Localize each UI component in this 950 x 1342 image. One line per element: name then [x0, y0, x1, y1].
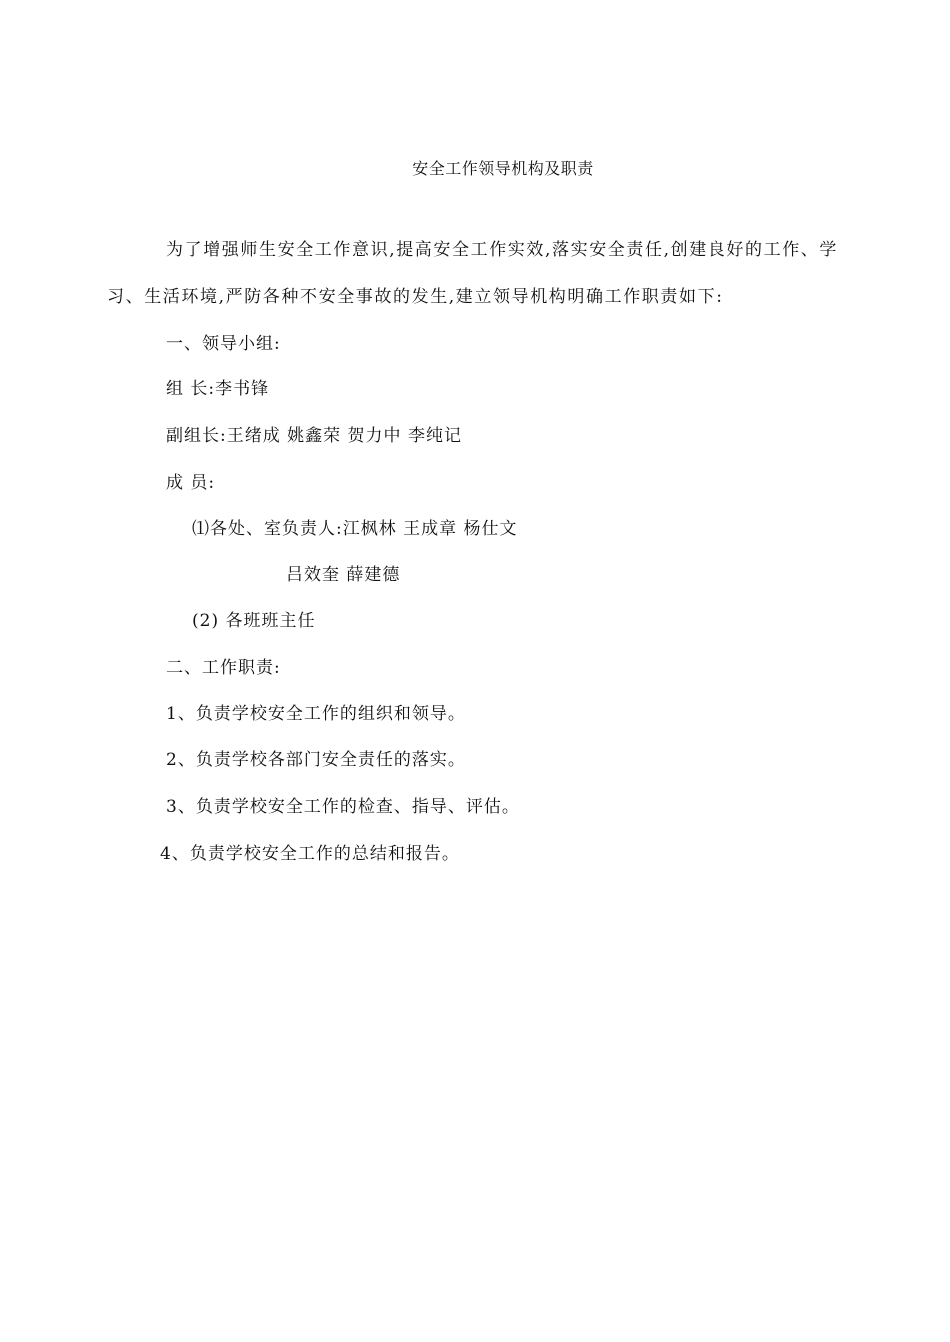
duty-item: 2、负责学校各部门安全责任的落实。: [166, 750, 466, 770]
deputy-leaders-line: 副组长:王绪成 姚鑫荣 贺力中 李纯记: [166, 426, 462, 446]
section-heading-duties: 二、工作职责:: [166, 658, 281, 678]
member-item-department-heads-continued: 吕效奎 薛建德: [286, 565, 401, 585]
members-heading: 成 员:: [166, 473, 216, 493]
intro-paragraph-line-2: 习、生活环境,严防各种不安全事故的发生,建立领导机构明确工作职责如下:: [107, 287, 724, 307]
member-item-class-teachers: (2) 各班班主任: [192, 611, 316, 631]
section-heading-leadership-group: 一、领导小组:: [166, 334, 281, 354]
duty-item: 3、负责学校安全工作的检查、指导、评估。: [166, 797, 520, 817]
duty-item: 1、负责学校安全工作的组织和领导。: [166, 704, 466, 724]
intro-paragraph-line-1: 为了增强师生安全工作意识,提高安全工作实效,落实安全责任,创建良好的工作、学: [166, 240, 839, 260]
member-item-department-heads: ⑴各处、室负责人:江枫林 王成章 杨仕文: [192, 519, 518, 539]
page-title: 安全工作领导机构及职责: [412, 159, 594, 178]
group-leader-line: 组 长:李书锋: [166, 379, 270, 399]
duty-item: 4、负责学校安全工作的总结和报告。: [160, 844, 460, 864]
